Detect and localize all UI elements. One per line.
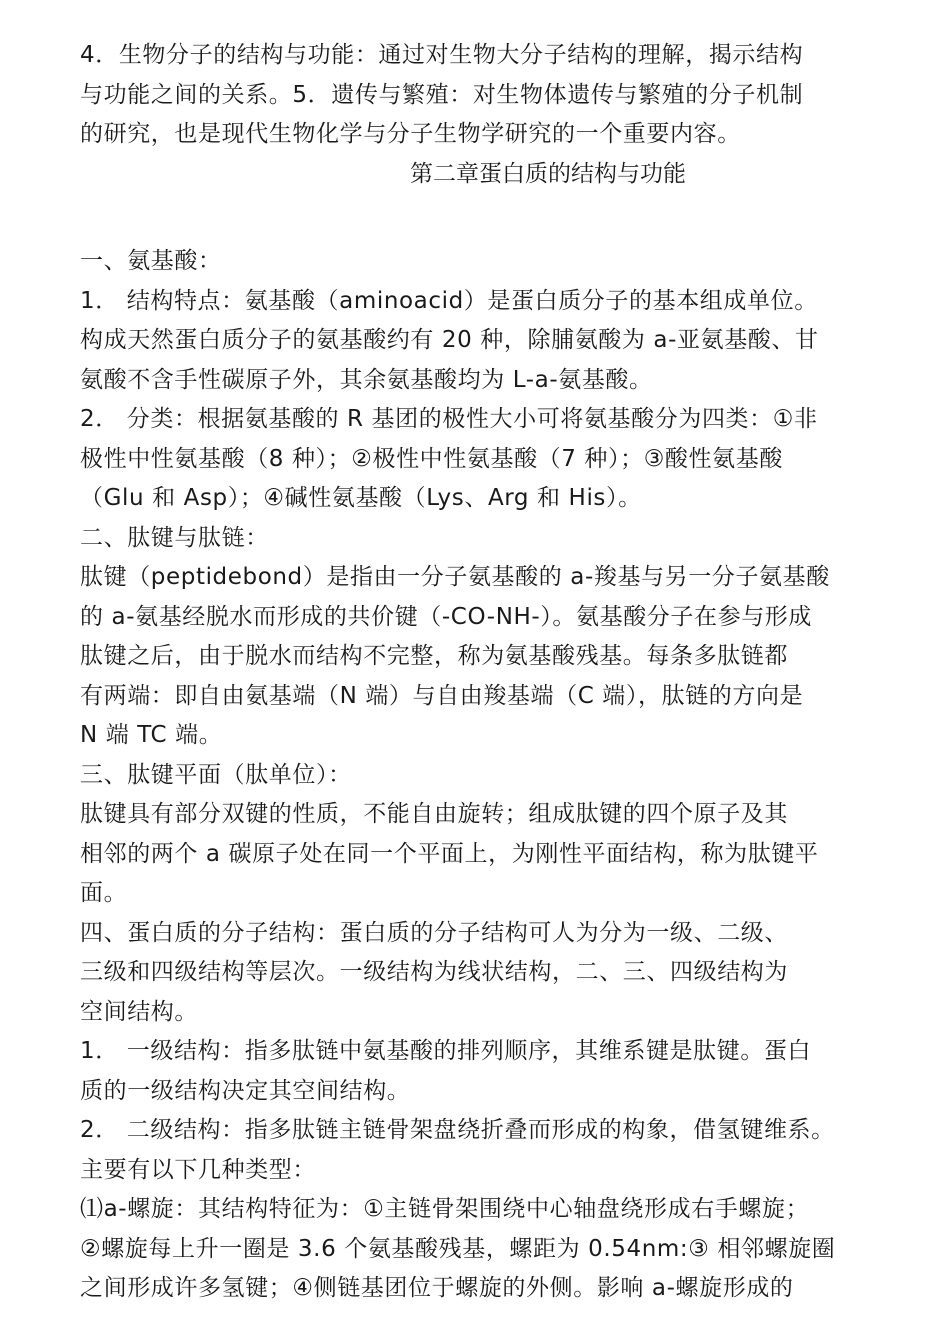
intro-line: 4．生物分子的结构与功能：通过对生物大分子结构的理解，揭示结构: [80, 42, 804, 68]
body-line: 肽键（peptidebond）是指由一分子氨基酸的 a-羧基与另一分子氨基酸: [80, 564, 830, 590]
body-line: 肽键具有部分双键的性质，不能自由旋转；组成肽键的四个原子及其: [80, 801, 788, 827]
body-line: 氨酸不含手性碳原子外，其余氨基酸均为 L-a-氨基酸。: [80, 366, 653, 393]
body-line: 的 a-氨基经脱水而形成的共价键（-CO-NH-）。氨基酸分子在参与形成: [80, 603, 813, 630]
body-line: 1． 结构特点：氨基酸（aminoacid）是蛋白质分子的基本组成单位。: [80, 287, 818, 314]
intro-line: 与功能之间的关系。5．遗传与繁殖：对生物体遗传与繁殖的分子机制: [80, 81, 804, 108]
intro-line: 的研究，也是现代生物化学与分子生物学研究的一个重要内容。: [80, 121, 741, 147]
blank-spacer: [80, 194, 880, 242]
body-line: 之间形成许多氢键；④侧链基团位于螺旋的外侧。影响 a-螺旋形成的: [80, 1275, 794, 1301]
body-line: 质的一级结构决定其空间结构。: [80, 1077, 411, 1104]
body-line: 肽键之后，由于脱水而结构不完整，称为氨基酸残基。每条多肽链都: [80, 643, 788, 669]
document-page: [80, 36, 880, 1309]
body-line: （Glu 和 Asp）；④碱性氨基酸（Lys、Arg 和 His）。: [80, 485, 642, 511]
body-line: 有两端：即自由氨基端（N 端）与自由羧基端（C 端），肽链的方向是: [80, 682, 804, 709]
body-line: 相邻的两个 a 碳原子处在同一个平面上，为刚性平面结构，称为肽键平: [80, 840, 819, 867]
section-heading: 四、蛋白质的分子结构：蛋白质的分子结构可人为分为一级、二级、: [80, 919, 788, 946]
section-heading: 一、氨基酸：: [80, 248, 222, 274]
body-line: 1． 一级结构：指多肽链中氨基酸的排列顺序，其维系键是肽键。蛋白: [80, 1038, 812, 1064]
body-line: 2． 分类：根据氨基酸的 R 基团的极性大小可将氨基酸分为四类：①非: [80, 406, 818, 432]
chapter-title: 第二章蛋白质的结构与功能: [410, 160, 686, 187]
body-line: 三级和四级结构等层次。一级结构为线状结构，二、三、四级结构为: [80, 959, 788, 985]
body-line: 空间结构。: [80, 998, 198, 1025]
body-line: ②螺旋每上升一圈是 3.6 个氨基酸残基，螺距为 0.54nm:③ 相邻螺旋圈: [80, 1235, 836, 1262]
body-line: 构成天然蛋白质分子的氨基酸约有 20 种，除脯氨酸为 a-亚氨基酸、甘: [80, 327, 819, 353]
body-line: ⑴a-螺旋：其结构特征为：①主链骨架围绕中心轴盘绕形成右手螺旋；: [80, 1196, 810, 1222]
body-line: N 端 TC 端。: [80, 722, 223, 748]
section-heading: 三、肽键平面（肽单位）：: [80, 761, 352, 788]
body-line: 主要有以下几种类型：: [80, 1156, 316, 1183]
body-line: 2． 二级结构：指多肽链主链骨架盘绕折叠而形成的构象，借氢键维系。: [80, 1117, 835, 1143]
body-line: 面。: [80, 880, 128, 906]
section-heading: 二、肽键与肽链：: [80, 524, 269, 551]
body-line: 极性中性氨基酸（8 种）；②极性中性氨基酸（7 种）；③酸性氨基酸: [80, 445, 783, 472]
